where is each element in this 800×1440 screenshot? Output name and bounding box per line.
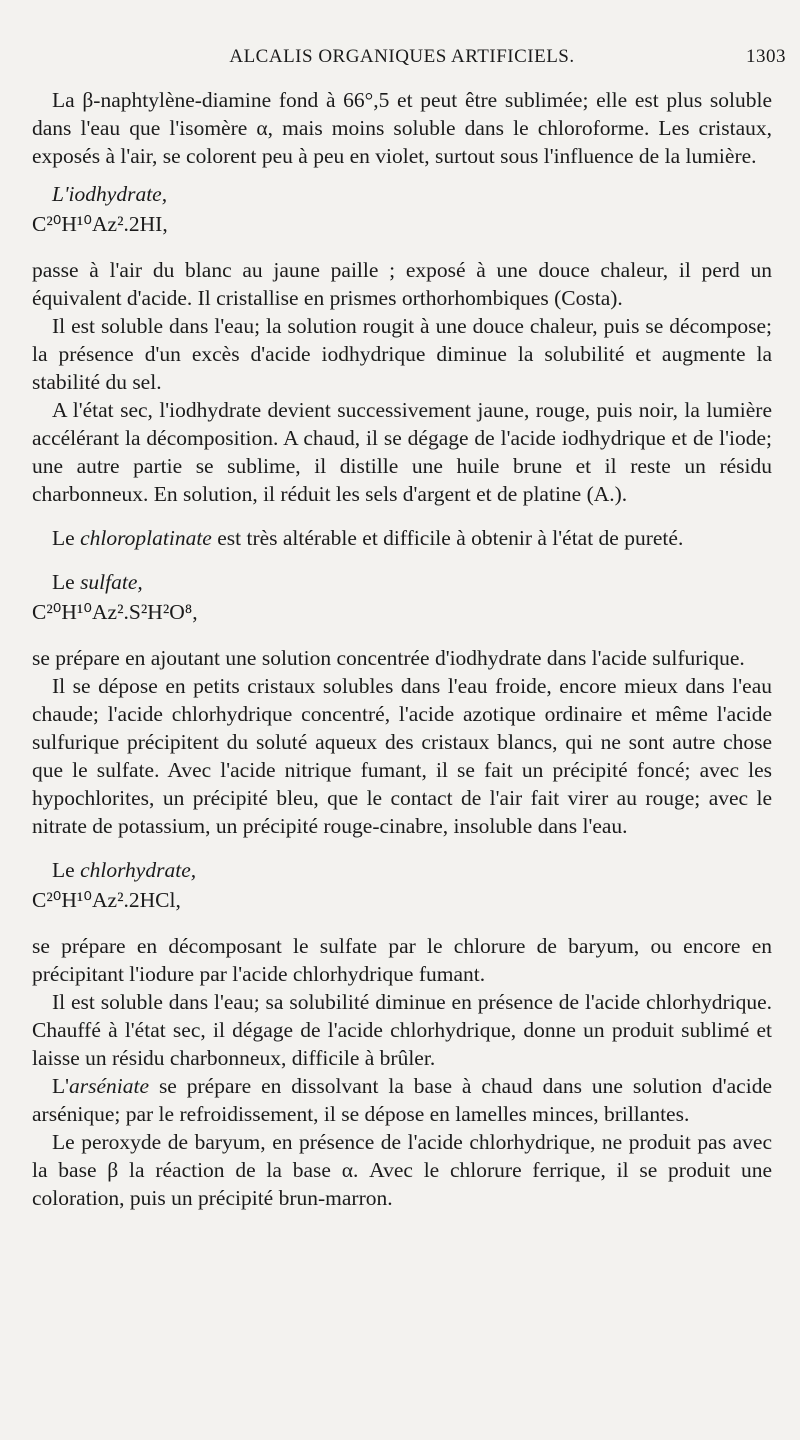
arseniate-prefix: L' xyxy=(52,1074,70,1098)
paragraph-iodhydrate-properties: passe à l'air du blanc au jaune paille ; exposé à une douce chaleur, il perd un équivalent d'acide. Il cristallise en prismes orthorhombiques (Costa). xyxy=(32,258,772,310)
paragraph-peroxyde: Le peroxyde de baryum, en présence de l'acide chlorhydrique, ne produit pas avec la base β la réaction de la base α. Avec le chlorure ferrique, il se produit une coloration, puis un précipité brun-marron. xyxy=(32,1130,772,1210)
formula-chlorhydrate: C²⁰H¹⁰Az².2HCl, xyxy=(32,888,181,912)
chloroplatinate-text: est très altérable et difficile à obtenir à l'état de pureté. xyxy=(211,526,684,550)
chloroplatinate-prefix: Le xyxy=(52,526,81,550)
formula-iodhydrate: C²⁰H¹⁰Az².2HI, xyxy=(32,212,168,236)
paragraph-iodhydrate-dry: A l'état sec, l'iodhydrate devient successivement jaune, rouge, puis noir, la lumière accélérant la décomposition. A chaud, il se dégage de l'acide iodhydrique et de l'iode; une autre partie se sublime, il distille une huile brune et il reste un résidu charbonneux. En solution, il réduit les sels d'argent et de platine (A.). xyxy=(32,398,772,506)
chlorhydrate-term: chlorhydrate, xyxy=(80,858,197,882)
chlorhydrate-prefix: Le xyxy=(52,858,81,882)
paragraph-chloroplatinate xyxy=(32,524,772,552)
paragraph-naphtylene-diamine: La β-naphtylène-diamine fond à 66°,5 et peut être sublimée; elle est plus soluble dans l'eau que l'isomère α, mais moins soluble dans le chloroforme. Les cristaux, exposés à l'air, se colorent peu à peu en violet, surtout sous l'influence de la lumière. xyxy=(32,88,772,168)
paragraph-iodhydrate-solubility: Il est soluble dans l'eau; la solution rougit à une douce chaleur, puis se décompose; la présence d'un excès d'acide iodhydrique diminue la solubilité et augmente la stabilité du sel. xyxy=(32,314,772,394)
paragraph-chlorhydrate-preparation: se prépare en décomposant le sulfate par le chlorure de baryum, ou encore en précipitant l'iodure par l'acide chlorhydrique fumant. xyxy=(32,934,772,986)
running-title: ALCALIS ORGANIQUES ARTIFICIELS. xyxy=(229,46,575,67)
formula-sulfate: C²⁰H¹⁰Az².S²H²O⁸, xyxy=(32,600,198,624)
iodhydrate-term: L'iodhydrate, xyxy=(52,182,168,206)
sulfate-term: sulfate, xyxy=(80,570,143,594)
iodhydrate-lead xyxy=(32,180,772,208)
paragraph-sulfate-properties: Il se dépose en petits cristaux solubles dans l'eau froide, encore mieux dans l'eau chaude; l'acide chlorhydrique concentré, l'acide azotique ordinaire et même l'acide sulfurique précipitent du soluté aqueux des cristaux blancs, qui ne sont autre chose que le sulfate. Avec l'acide nitrique fumant, il se fait un précipité foncé; avec les hypochlorites, un précipité bleu, que le contact de l'air fait virer au rouge; avec le nitrate de potassium, un précipité rouge-cinabre, insoluble dans l'eau. xyxy=(32,674,772,838)
sulfate-prefix: Le xyxy=(52,570,81,594)
chloroplatinate-term: chloroplatinate xyxy=(80,526,212,550)
paragraph-arseniate xyxy=(32,1072,772,1128)
page-number: 1303 xyxy=(746,46,786,67)
sulfate-lead xyxy=(32,568,772,596)
page-body xyxy=(32,86,772,1212)
arseniate-term: arséniate xyxy=(69,1074,150,1098)
paragraph-chlorhydrate-properties: Il est soluble dans l'eau; sa solubilité diminue en présence de l'acide chlorhydrique. Chauffé à l'état sec, il dégage de l'acide chlorhydrique, donne un produit sublimé et laisse un résidu charbonneux, difficile à brûler. xyxy=(32,990,772,1070)
running-header xyxy=(32,46,786,74)
paragraph-sulfate-preparation: se prépare en ajoutant une solution concentrée d'iodhydrate dans l'acide sulfurique. xyxy=(32,646,745,670)
arseniate-text: se prépare en dissolvant la base à chaud dans une solution d'acide arsénique; par le refroidissement, il se dépose en lamelles minces, brillantes. xyxy=(32,1074,772,1126)
chlorhydrate-lead xyxy=(32,856,772,884)
